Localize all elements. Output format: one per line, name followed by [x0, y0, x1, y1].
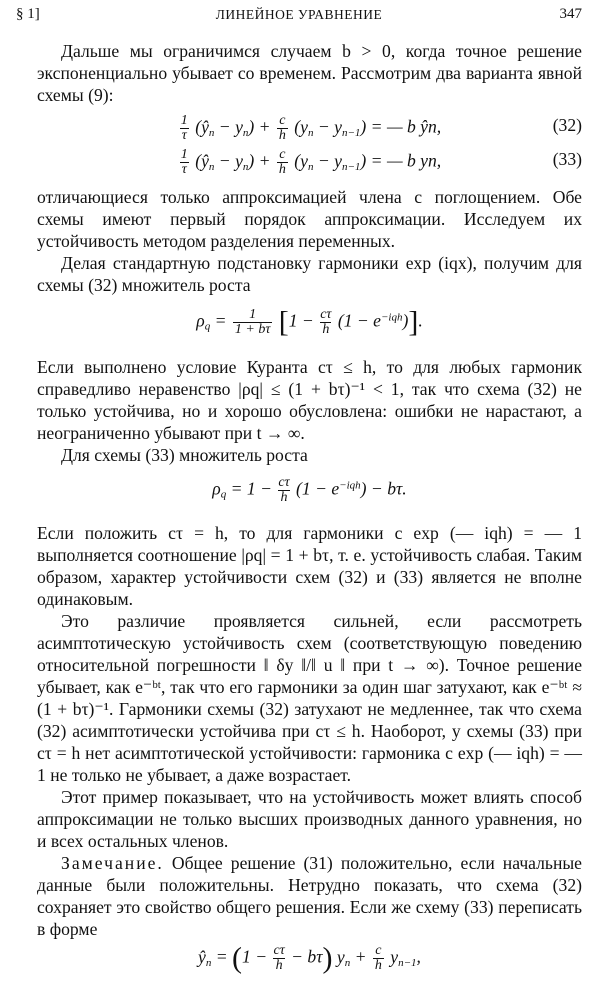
paragraph-remark	[37, 852, 582, 940]
equation-33-number: (33)	[552, 149, 582, 169]
equation-32-number: (32)	[552, 115, 582, 135]
paragraph-scheme-33: Для схемы (33) множитель роста	[61, 445, 308, 465]
growth-factor-33: $\rho_q = 1$ − $\frac{c\tau}{h}$ $(1 - e^{-iqh}) - b\tau$.	[212, 475, 407, 505]
equation-33-rhs: = — b yn,	[370, 150, 442, 171]
paragraph-asymptotic: Это различие проявляется сильней, если рассмотреть асимптотическую устойчивость схем (соответствующую поведению относительной погрешности ‖ δy ‖/‖ u ‖ при t → ∞). Точное решение убывает, как e⁻ᵇᵗ, так что его гармоники за один шаг затухают, как e⁻ᵇᵗ ≈ (1 + bτ)⁻¹. Гармоники схемы (32) затухают не медленнее, так что схема (32) асимптотически устойчива при cτ ≤ h. Наоборот, у схемы (33) при cτ = h нет асимптотической устойчивости: гармоника с exp (— iqh) = — 1 не только не убывает, а даже возрастает.	[37, 611, 582, 785]
page-body	[37, 40, 582, 984]
growth-factor-32: $\rho_q$ = $\frac{1}{1 + b\tau}$ [1 − $\frac{c\tau}{h}$ $(1 - e^{-iqh})$].	[196, 305, 423, 339]
equation-32-rhs: = — b ŷn,	[370, 116, 442, 137]
paragraph-intro: Дальше мы ограничимся случаем b > 0, когда точное решение экспоненциально убывает со временем. Рассмотрим два варианта явной схемы (9):	[37, 41, 582, 105]
paragraph-substitution: Делая стандартную подстановку гармоники exp (iqx), получим для схемы (32) множитель роста	[37, 253, 582, 295]
remark-text: Общее решение (31) положительно, если начальные данные были положительны. Нетрудно показать, что схема (32) сохраняет это свойство общего решения. Если же схему (33) переписать в форме	[37, 853, 582, 939]
remark-label: Замечание.	[61, 853, 164, 873]
equation-33: $\frac{1}{\tau}$ $(ŷ_n - y_n)$ + $\frac{c}{h}$ $(y_n - y_{n-1})$ = — b yn, (33)	[180, 147, 582, 177]
paragraph-approximation: отличающиеся только аппроксимацией члена с поглощением. Обе схемы имеют первый порядок аппроксимации. Исследуем их устойчивость методом разделения переменных.	[37, 187, 582, 251]
page-number: 347	[559, 6, 582, 22]
paragraph-example: Этот пример показывает, что на устойчивость может влиять способ аппроксимации не только высших производных данного уравнения, но и всех остальных членов.	[37, 787, 582, 851]
equation-rewritten: $ŷ_n = (1$ − $\frac{c\tau}{h}$ − bτ) $y_n$ + $\frac{c}{h}$ $y_{n-1}$,	[198, 941, 421, 975]
running-title: ЛИНЕЙНОЕ УРАВНЕНИЕ	[215, 7, 383, 22]
paragraph-courant: Если выполнено условие Куранта cτ ≤ h, то для любых гармоник справедливо неравенство |ρq| ≤ (1 + bτ)⁻¹ < 1, так что схема (32) не только устойчива, но и хорошо обусловлена: ошибки не нарастают, а неограниченно убывают при t → ∞.	[37, 357, 582, 443]
paragraph-weak-stability: Если положить cτ = h, то для гармоники с exp (— iqh) = — 1 выполняется соотношение |ρq| = 1 + bτ, т. е. устойчивость слабая. Таким образом, характер устойчивости схем (32) и (33) является не вполне одинаковым.	[37, 523, 582, 609]
page-header	[16, 6, 582, 26]
section-marker: § 1]	[16, 6, 40, 22]
equation-32: $\frac{1}{\tau}$ $(ŷ_n - y_n)$ + $\frac{c}{h}$ $(y_n - y_{n-1})$ = — b ŷn, (32)	[180, 113, 582, 143]
